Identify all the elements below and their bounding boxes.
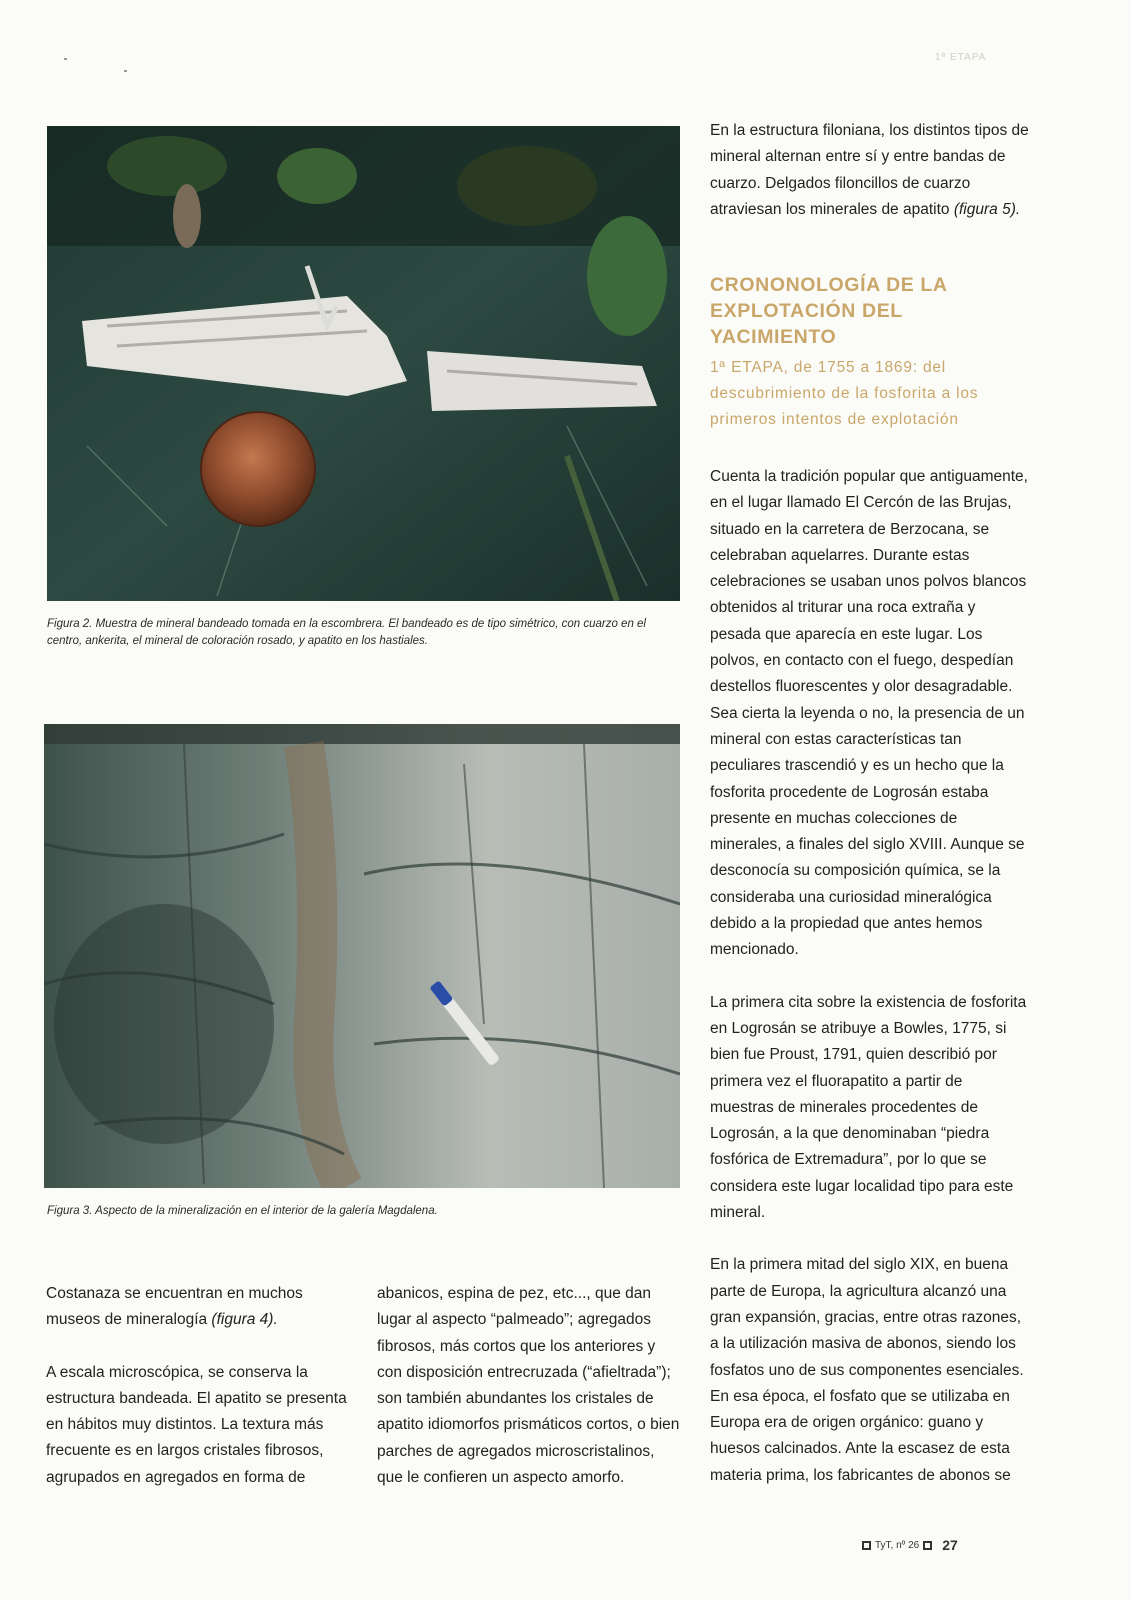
paragraph: Cuenta la tradición popular que antiguamente, en el lugar llamado El Cercón de las Brujas, situado en la carretera de Berzocana, se celebraban aquelarres. Durante estas celebraciones se usaban unos polvos blancos obtenidos al triturar una roca extraña y pesada que aparecía en este lugar. Los polvos, en contacto con el fuego, despedían destellos fluorescentes y olor desagradable. Sea cierta la leyenda o no, la presencia de un mineral con estas características tan peculiares trascendió y es un hecho que la fosforita procedente de Logrosán estaba presente en muchas colecciones de minerales, a finales del siglo XVIII. Aunque se desconocía su composición química, se la consideraba una curiosidad mineralógica debido a la propiedad que antes hemos mencionado.	[710, 468, 1028, 959]
page-number: 27	[942, 1537, 958, 1553]
figure-2-photo	[47, 126, 680, 601]
middle-column	[377, 1281, 682, 1517]
square-icon	[862, 1541, 871, 1550]
figure-reference: (figura 4).	[211, 1311, 278, 1329]
right-column-intro	[710, 118, 1030, 249]
figure-2-caption: Figura 2. Muestra de mineral bandeado tomada en la escombrera. El bandeado es de tipo simétrico, con cuarzo en el centro, ankerita, el mineral de coloración rosado, y apatito en los hastiales.	[47, 618, 646, 647]
paragraph: A escala microscópica, se conserva la estructura bandeada. El apatito se presenta en hábitos muy distintos. La textura más frecuente es en largos cristales fibrosos, agrupados en agregados en forma de	[46, 1363, 347, 1486]
paragraph: En la primera mitad del siglo XIX, en buena parte de Europa, la agricultura alcanzó una gran expansión, gracias, entre otras razones, a la utilización masiva de abonos, siendo los fosfatos uno de sus componentes esenciales. En esa época, el fosfato que se utilizaba en Europa era de origen orgánico: guano y huesos calcinados. Ante la escasez de esta materia prima, los fabricantes de abonos se	[710, 1256, 1024, 1484]
section-subtitle: 1ª ETAPA, de 1755 a 1869: del descubrimiento de la fosforita a los primeros intentos de explotación	[710, 359, 979, 428]
paragraph-text: En la estructura filoniana, los distintos tipos de mineral alternan entre sí y entre bandas de cuarzo. Delgados filoncillos de cuarzo atraviesan los minerales de apatito	[710, 122, 1029, 218]
figure-3-photo	[44, 724, 680, 1188]
left-column	[46, 1281, 361, 1517]
square-icon	[923, 1541, 932, 1550]
figure-reference: (figura 5).	[953, 200, 1021, 218]
right-column-body	[710, 464, 1030, 1515]
running-header: 1ª ETAPA	[935, 52, 987, 63]
paragraph-text: Costanaza se encuentran en muchos museos de mineralogía	[46, 1285, 303, 1329]
scan-speck	[64, 58, 67, 60]
section-title: CRONONOLOGÍA DE LA EXPLOTACIÓN DEL YACIMIENTO	[710, 274, 947, 348]
page-footer	[862, 1537, 958, 1553]
paragraph	[710, 118, 1030, 223]
magazine-issue: TyT, nº 26	[875, 1539, 920, 1551]
paragraph: abanicos, espina de pez, etc..., que dan lugar al aspecto “palmeado”; agregados fibrosos, más cortos que los anteriores y con disposición entrecruzada (“afieltrada”); son también abundantes los cristales de apatito idiomorfos prismáticos cortos, o bien parches de agregados microscristalinos, que le confieren un aspecto amorfo.	[377, 1285, 680, 1487]
paragraph: La primera cita sobre la existencia de fosforita en Logrosán se atribuye a Bowles, 1775, si bien fue Proust, 1791, quien describió por primera vez el fluorapatito a partir de muestras de minerales procedentes de Logrosán, a la que denominaban “piedra fosfórica de Extremadura”, por lo que se considera este lugar localidad tipo para este mineral.	[710, 993, 1027, 1222]
figure-3-caption: Figura 3. Aspecto de la mineralización en el interior de la galería Magdalena.	[47, 1205, 438, 1217]
paragraph	[46, 1281, 361, 1334]
scan-speck	[124, 70, 127, 72]
